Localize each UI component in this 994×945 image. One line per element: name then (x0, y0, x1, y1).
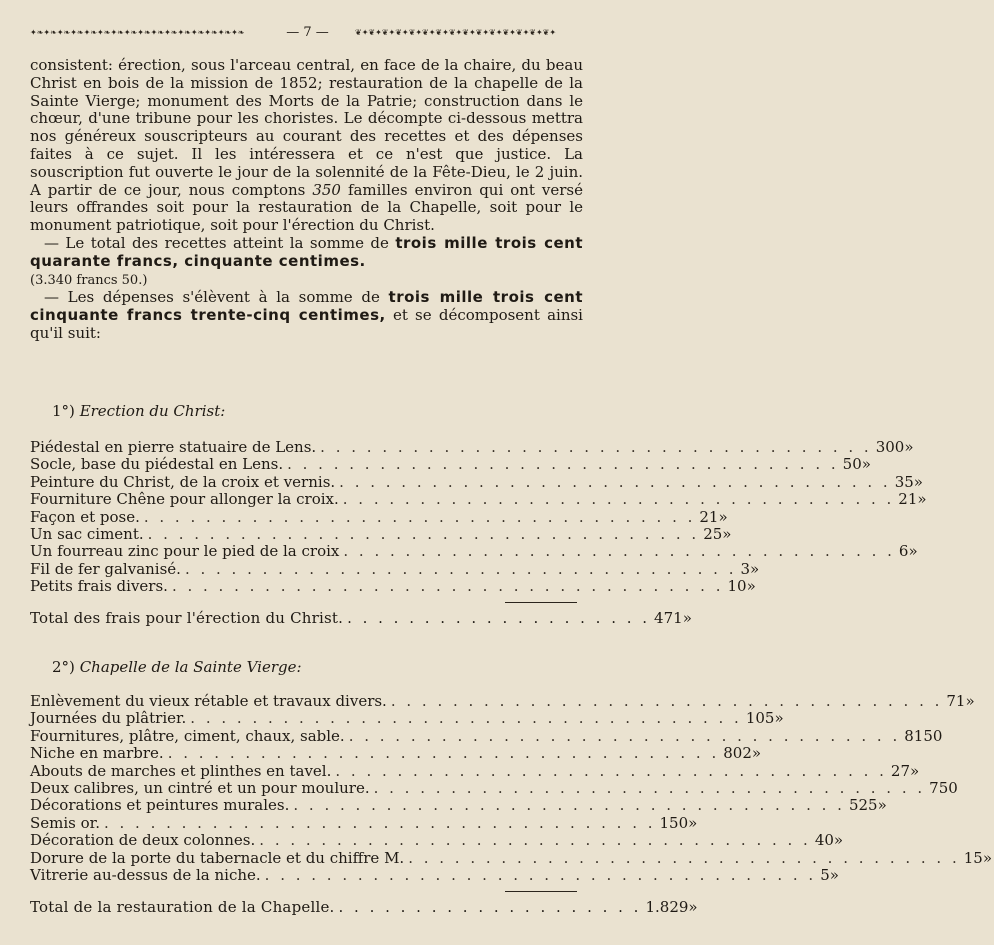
intro-paragraph: consistent: érection, sous l'arceau central, en face de la chaire, du beau Christ en bois de la mission de 1852; restauration de la chapelle de la Sainte Vierge; monument des Morts de la Patrie; construction dans le chœur, d'une tribune pour les choristes. Le décompte ci-dessous mettra nos généreux souscripteurs au courant des recettes et des dépenses faites à ce sujet. Il les intéressera et ce n'est que justice. La souscription fut ouverte le jour de la solennité de la Fête-Dieu, le 2 juin. A partir de ce jour, nous comptons 350 familles environ qui ont versé leurs offrandes soit pour la restauration de la Chapelle, soit pour le monument patriotique, soit pour l'érection du Christ. (30, 56, 583, 235)
intro-text (30, 57, 583, 343)
expense-row (30, 438, 914, 456)
expense-cents: » (688, 813, 698, 832)
leader-dots: . . . . . . . . . . . . . . . . . . . . . . . . . . . . . . . . . . . . (190, 709, 742, 728)
expense-cents: » (750, 559, 760, 578)
expense-cents: 50 (923, 726, 943, 745)
total-amount: 1.829 (645, 898, 689, 916)
section1-title: 1°) Erection du Christ: (52, 402, 226, 420)
page-number: — 7 — (286, 24, 329, 40)
total-amount: 471 (654, 609, 683, 627)
expense-row (30, 709, 784, 728)
expense-row (30, 577, 756, 596)
expense-row (30, 490, 927, 509)
expense-label: Socle, base du piédestal en Lens. (30, 455, 284, 474)
expense-cents: 50 (938, 778, 958, 797)
expense-cents: » (833, 831, 844, 850)
expense-label: Vitrerie au-dessus de la niche. (30, 865, 261, 884)
expense-amount: 21 (898, 490, 918, 509)
expense-amount: 802 (723, 744, 752, 763)
expense-row (30, 865, 839, 884)
section1-total: Total des frais pour l'érection du Christ. . . . . . . . . . . . . . . . . . . . . 471 » (30, 609, 692, 627)
expense-label: Journées du plâtrier. (30, 709, 187, 728)
expense-cents: » (910, 761, 920, 780)
expense-amount: 3 (740, 559, 751, 578)
expense-label: Abouts de marches et plinthes en tavel. (30, 761, 332, 780)
expense-cents: » (982, 848, 993, 867)
section2-total-rule (505, 891, 577, 892)
expense-label: Décorations et peintures murales. (30, 796, 290, 815)
expense-amount: 81 (904, 726, 924, 745)
expense-label: Enlèvement du vieux rétable et travaux divers. (30, 692, 387, 710)
expense-row (30, 472, 923, 491)
expense-amount: 300 (875, 438, 905, 456)
ornament-right: ❦✦❦✦❦✦❦✦❦✦❦✦❦✦❦✦❦✦❦✦❦✦❦✦❦✦❦✦❦✦ (354, 27, 557, 37)
expense-amount: 6 (898, 542, 909, 561)
leader-dots: . . . . . . . . . . . . . . . . . . . . . . . . . . . . . . . . . . . . (342, 490, 895, 509)
expense-amount: 71 (946, 692, 966, 710)
leader-dots: . . . . . . . . . . . . . . . . . . . . . . . . . . . . . . . . . . . . (408, 848, 960, 867)
expense-label: Fournitures, plâtre, ciment, chaux, sable. (30, 726, 345, 745)
leader-dots: . . . . . . . . . . . . . . . . . . . . . . . . . . . . . . . . . . . . (147, 524, 700, 543)
expense-row (30, 524, 732, 543)
expense-amount: 27 (890, 761, 911, 780)
leader-dots: . . . . . . . . . . . . . . . . . . . . . . . . . . . . . . . . . . . . (343, 542, 895, 561)
expense-label: Piédestal en pierre statuaire de Lens. (30, 438, 317, 456)
expense-row (30, 542, 918, 561)
leader-dots: . . . . . . . . . . . . . . . . . . . . . . . . . . . . . . . . . . . . (171, 577, 724, 596)
expense-row (30, 744, 762, 763)
section2-total: Total de la restauration de la Chapelle. . . . . . . . . . . . . . . . . . . . . 1.829 » (30, 898, 698, 916)
expense-label: Semis or. (30, 813, 100, 832)
expense-label: Peinture du Christ, de la croix et vernis. (30, 472, 336, 491)
total-cents: » (682, 609, 692, 627)
leader-dots: . . . . . . . . . . . . . . . . . . . . . . . . . . . . . . . . . . . . (184, 559, 737, 578)
total-label: Total de la restauration de la Chapelle. (30, 898, 335, 916)
expense-cents: » (917, 490, 927, 509)
leader-dots: . . . . . . . . . . . . . . . . . . . . . . . . . . . . . . . . . . . . (103, 813, 656, 832)
expense-label: Un sac ciment. (30, 524, 144, 543)
expense-row (30, 831, 844, 850)
expense-cents: » (861, 455, 871, 474)
expense-amount: 40 (814, 831, 834, 850)
section1-total-rule (505, 602, 577, 603)
expense-cents: » (913, 472, 923, 491)
leader-dots: . . . . . . . . . . . . . . . . . . . . . . . . . . . . . . . . . . . . (293, 796, 845, 815)
receipts-paragraph: — Le total des recettes atteint la somme de trois mille trois cent quarante francs, cinquante centimes. (3.340 francs 50.) (30, 233, 583, 288)
expense-cents: » (774, 709, 784, 728)
expense-row (30, 692, 975, 710)
expense-cents: » (908, 542, 918, 561)
leader-dots: . . . . . . . . . . . . . . . . . . . . . . . . . . . . . . . . . . . . (264, 865, 817, 884)
expense-label: Décoration de deux colonnes. (30, 831, 256, 850)
expense-label: Deux calibres, un cintré et un pour moulure. (30, 778, 370, 797)
expense-label: Niche en marbre. (30, 744, 164, 763)
expenses-paragraph: — Les dépenses s'élèvent à la somme de trois mille trois cent cinquante francs trente-cinq centimes, et se décomposent ainsi qu'il suit: (30, 288, 583, 342)
expense-amount: 7 (929, 778, 939, 797)
leader-dots: . . . . . . . . . . . . . . . . . . . . . . . . . . . . . . . . . . . . (167, 744, 720, 763)
expense-row (30, 559, 760, 578)
expense-amount: 5 (820, 865, 830, 884)
leader-dots: . . . . . . . . . . . . . . . . . . . . . . . . . . . . . . . . . . . . (390, 692, 943, 710)
expense-cents: » (829, 865, 839, 884)
expense-amount: 150 (659, 813, 689, 832)
expense-row (30, 778, 958, 797)
expense-label: Petits frais divers. (30, 577, 168, 596)
expense-label: Dorure de la porte du tabernacle et du chiffre M. (30, 848, 405, 867)
total-label: Total des frais pour l'érection du Christ. (30, 609, 344, 627)
expense-amount: 525 (848, 796, 878, 815)
expense-row (30, 761, 920, 780)
leader-dots: . . . . . . . . . . . . . . . . . . . . . . . . . . . . . . . . . . . . (287, 455, 839, 474)
expense-row (30, 455, 871, 474)
expense-row (30, 796, 887, 815)
leader-dots: . . . . . . . . . . . . . . . . . . . . . . . . . . . . . . . . . . . . (348, 726, 901, 745)
ornament-left: ✦❧✦❧✦❧✦❧✦❧✦❧✦❧✦❧✦❧✦❧✦❧✦❧✦❧✦❧✦❧✦❧ (30, 27, 245, 37)
expense-cents: » (718, 507, 728, 526)
expense-amount: 50 (842, 455, 862, 474)
expense-amount: 10 (727, 577, 747, 596)
expense-cents: » (965, 692, 975, 710)
leader-dots: . . . . . . . . . . . . . . . . . . . . . . . . . . . . . . . . . . . . (339, 472, 891, 491)
expense-amount: 15 (963, 848, 983, 867)
section2-rows (30, 692, 993, 884)
expense-cents: » (746, 577, 756, 596)
page-header (30, 22, 585, 42)
expense-row (30, 813, 698, 832)
leader-dots: . . . . . . . . . . . . . . . . . . . . . . . . . . . . . . . . . . . . (320, 438, 872, 456)
leader-dots: . . . . . . . . . . . . . . . . . . . . . . . . . . . . . . . . . . . . (143, 507, 696, 526)
expense-cents: » (751, 744, 762, 763)
expense-amount: 35 (894, 472, 914, 491)
expense-row (30, 507, 728, 526)
expense-label: Fourniture Chêne pour allonger la croix. (30, 490, 339, 509)
expense-row (30, 848, 993, 867)
section2-title: 2°) Chapelle de la Sainte Vierge: (52, 658, 302, 676)
expense-amount: 105 (745, 709, 775, 728)
leader-dots: . . . . . . . . . . . . . . . . . . . . . . . . . . . . . . . . . . . . (335, 761, 887, 780)
expense-cents: » (722, 524, 732, 543)
expense-amount: 21 (699, 507, 719, 526)
total-cents: » (688, 898, 698, 916)
leader-dots: . . . . . . . . . . . . . . . . . . . . . . . . . . . . . . . . . . . . (373, 778, 926, 797)
leader-dots: . . . . . . . . . . . . . . . . . . . . . . . . . . . . . . . . . . . . (259, 831, 811, 850)
expense-label: Façon et pose. (30, 507, 140, 526)
section1-rows (30, 438, 927, 596)
expense-cents: » (904, 438, 914, 456)
expense-label: Un fourreau zinc pour le pied de la croix (30, 542, 340, 561)
expense-cents: » (877, 796, 887, 815)
expense-row (30, 726, 943, 745)
expense-label: Fil de fer galvanisé. (30, 559, 181, 578)
expense-amount: 25 (703, 524, 723, 543)
